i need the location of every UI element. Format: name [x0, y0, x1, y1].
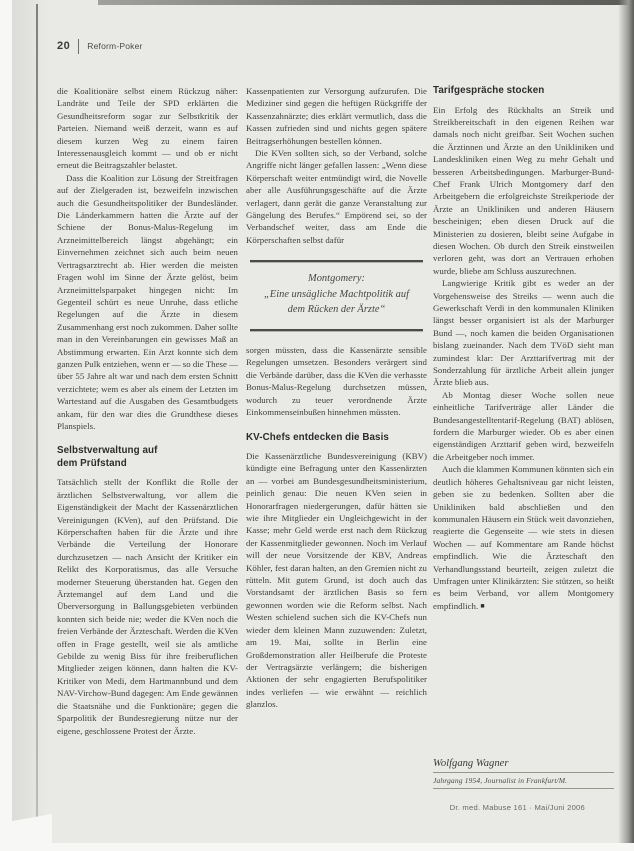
column-left — [57, 85, 238, 737]
paragraph-text: Auch die klammen Kommunen könnten sich ein deutlich höheres Gehaltsniveau gar nicht leisten, geben sie zu bedenken. Sollten aber die Unikliniken bald abschließen und den kommunalen Häusern ein Stück weit davonziehen, reagierte die Gegenseite — wie stets in diesen Wochen — auf Kommentare am Rande höchst empfindlich. Wie die Ärzteschaft den Verhandlungsstand beurteilt, zeigen zuletzt die Umfragen unter Klinikärzten: Sie stützen, so heißt es beim Verband, vor allem Montgomery empfindlich. — [433, 464, 614, 611]
section-label: Reform-Poker — [87, 41, 143, 51]
article-end-mark: ■ — [480, 601, 485, 610]
paragraph: Tatsächlich stellt der Konflikt die Rolle der ärztlichen Selbstverwaltung, vor allem die Eigenständigkeit der Macht der Kassenärztlichen Vereinigungen (KVen), auf den Prüfstand. Die Körperschaften haben für die Ärzte und ihre Verbände die Verteilung der Honorare durchzusetzen — nach Ansicht der Kritiker ein Relikt des Korporatismus, das alle Versuche moderner Steuerung überstanden hat. Gegen den Ärztemangel auf dem Land und die Überversorgung in Ballungsgebieten verbünden konnten sich beide nie; weder die KVen noch die freien Verbände der Ärzteschaft. Werden die KVen offen in Frage gestellt, weil sie als amtliche Gebilde zu wenig Biss für ihre freiberuflichen Mitglieder zeigen können, dann halten die KV-Kritiker von Medi, dem Hartmannbund und dem NAV-Virchow-Bund dagegen: Am Ende gewännen die Staatsnähe und die Funktionäre; gegen die Sparpolitik der Bundesregierung nütze nur der eigene, geschlossene Protest der Ärzte. — [57, 477, 238, 736]
pull-quote — [250, 260, 423, 331]
paragraph: Dass die Koalition zur Lösung der Streitfragen auf der Zielgeraden ist, bezweifeln inzwischen auch die Gesundheitspolitiker der Bundesländer. Die Länderkammern hatten die Ärzte auf der Schiene der Bonus-Malus-Regelung im Arzneimittelbereich längst abgehängt; ein Einvernehmen zeichnet sich auch beim neuen Vertragsarztrecht ab. Hier werden die meisten Fragen wohl im Sinne der Ärzte gelöst, beim Arzneimittelsparpaket hingegen nicht: Im Gegenteil schürt es neue Unruhe, dass etliche Regelungen auf die Ärzte in diesem Zusammenhang erst noch zukommen. Daher sollte man in den Vereinbarungen ein gewisses Maß an Abstimmung erwarten. Ein Arzt konnte sich dem ganzen Pulk entziehen, wenn er — so die These — über 55 Jahre alt war und nach dem ersten Schnitt verzichtete; wem es aber als einem der Letzten im Wartestand auf die Ausgaben des Gesamtbudgets ankam, für den war dies die Grundthese dieses Planspiels. — [57, 172, 238, 431]
column-middle — [246, 85, 427, 711]
author-name: Wolfgang Wagner — [433, 757, 614, 773]
quote-speaker: Montgomery: — [308, 273, 365, 285]
paragraph: Die KVen sollten sich, so der Verband, solche Angriffe nicht länger gefallen lassen: „Wenn diese Körperschaft weiter entmündigt wird, die Novelle aber alle Ausführungsgeschäfte auf die Ärzte verlagert, dann gerät die ganze Veranstaltung zur Gängelung des Berufes.“ Empörend sei, so der Verbandschef weiter, dass am Ende die Körperschaften selbst dafür — [246, 148, 427, 245]
paragraph: Die Kassenärztliche Bundesvereinigung (KBV) kündigte eine Befragung unter den Kassenärzten an — vorbei am Bundesgesundheitsministerium, peinlich genau: Die neuen KVen seien in Honorarfragen niedergerungen, dafür hätten sie wie ihre Mitglieder ein Ungleichgewicht in der Kasse; mehr Geld werde erst nach dem Rückzug der Kassenmitglieder gewonnen. Noch im Verlauf will der neue Vorsitzende der KBV, Andreas Köhler, fest daran halten, an den Gremien nicht zu rütteln. Mit gutem Grund, ist doch auch das Vorstandsamt der ärztlichen Basis so fern gewonnen worden wie die Reform selbst. Nach Westen schielend suchen sich die KV-Chefs nun wieder dem kleinen Mann zuzuwenden: Zuletzt, am 19. Mai, sollte in Berlin eine Großdemonstration aller Heilberufe die Proteste der Vertragsärzte verlängern; die bisherigen Aktionen der sehr engagierten Berufspolitiker indes verliefen — wie erwähnt — reichlich glanzlos. — [246, 451, 427, 710]
scan-edge-right — [618, 0, 634, 843]
subheading-selbstverwaltung: Selbstverwaltung auf dem Prüfstand — [57, 445, 158, 469]
quote-text: „Eine unsägliche Machtpolitik auf dem Rücken der Ärzte“ — [263, 288, 410, 316]
scan-corner-bottom-left — [12, 814, 52, 851]
page-fold-shadow — [12, 0, 52, 843]
paragraph: Ein Erfolg des Rückhalts an Streik und Streikbereitschaft in den eigenen Reihen war damals noch nicht greifbar. Seit Wochen suchen die Ärztinnen und Ärzte an den Unikliniken und Landeskliniken einen Weg zu mehr Gehalt und besseren Arbeitsbedingungen. Marburger-Bund-Chef Frank Ulrich Montgomery darf den Arbeitgebern die erfolgreichste Streikperiode der Ärzte an Unikliniken und anderen Häusern bescheinigen; eben diesen Druck auf die Ministerien zu dosieren, bleibt seine Aufgabe in diesen Wochen. Ob durch den Streik einstweilen verloren geht, was dort an Vertrauen erhoben wurde, bliebe am Schluss auszurechnen. — [433, 104, 614, 276]
paragraph — [433, 463, 614, 612]
journal-imprint: Dr. med. Mabuse 161 · Mai/Juni 2006 — [449, 803, 585, 812]
page-header — [57, 36, 143, 56]
paragraph: sorgen müssten, dass die Kassenärzte sensible Regelungen umsetzen. Besonders verärgert sind die Verbände darüber, dass die KVen die verhasste Bonus-Malus-Regelung durchsetzen müssen, wodurch zu teuer verordnende Ärzte Einkommenseinbußen hinnehmen müssten. — [246, 345, 427, 418]
subheading-kv-chefs: KV-Chefs entdecken die Basis — [246, 431, 389, 443]
author-block — [433, 757, 614, 789]
paragraph: Kassenpatienten zur Versorgung aufzurufen. Die Mediziner sind gegen die heftigen Rückgriffe der Kassenzahnärzte; dies erklärt vermutlich, dass die Kassen zufrieden sind und nichts gegen spätere Beitragserhöhungen bestellen können. — [246, 86, 427, 146]
paragraph: Langwierige Kritik gibt es weder an der Vorgehensweise des Streiks — wenn auch die Gewerkschaft Verdi in den kommunalen Kliniken längst besser organisiert ist als der Marburger Bund —, noch kamen die beiden Organisationen bislang zueinander. Nach dem TVöD sieht man zumindest klar: Der Arzttarifvertrag mit der Sonderzahlung für ärztliche Arbeit allein junger Ärzte blieb aus. — [433, 278, 614, 388]
paragraph: Ab Montag dieser Woche sollen neue einheitliche Tarifverträge aller Länder die Bundesangestelltentarif-Regelung (BAT) ablösen, fordern die Marburger wieder. Ob es aber einen eigenständigen Arzttarif geben wird, bezweifeln die Arbeitgeber noch immer. — [433, 389, 614, 462]
quote-rule-bottom — [250, 329, 423, 331]
subheading-tarifgespraeche: Tarifgespräche stocken — [433, 85, 545, 96]
page-number: 20 — [57, 40, 71, 52]
author-info: Jahrgang 1954, Journalist in Frankfurt/M. — [433, 773, 614, 789]
header-divider — [78, 39, 79, 54]
column-right — [433, 85, 614, 612]
paragraph: die Koalitionäre selbst einem Rückzug näher: Landräte und Teile der SPD erklärten die Gesundheitsreform sogar zur Selbstkritik der Parteien. Niemand weiß derzeit, wann es auf diesem kurzen Weg zu einem fairen Interessenausgleich kommt — und ob er nicht erneut die Beitragszahler belastet. — [57, 86, 238, 171]
scan-edge-top — [98, 0, 634, 5]
page-fold-line — [36, 4, 38, 843]
